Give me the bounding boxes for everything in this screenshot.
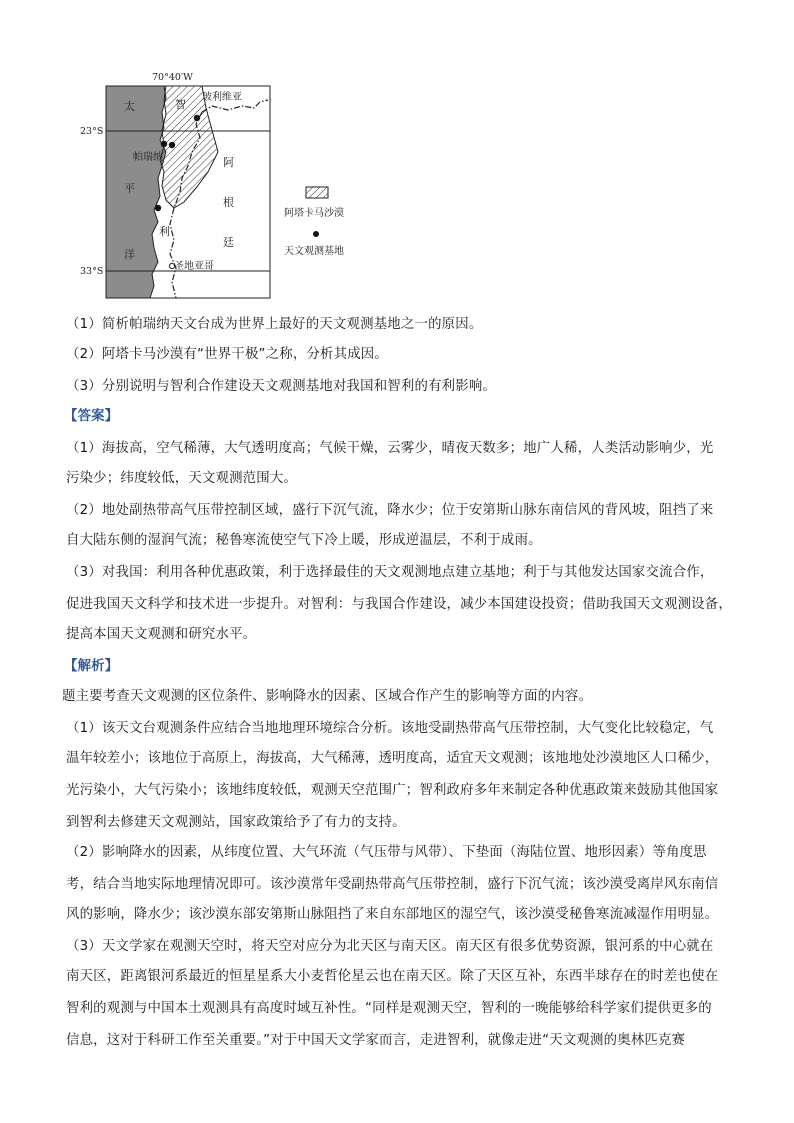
explanation-1-line-4: 到智利去修建天文观测站，国家政策给予了有力的支持。: [66, 815, 406, 830]
chile-label-li: 利: [159, 225, 170, 238]
explanation-1-line-1: （1）该天文台观测条件应结合当地地理环境综合分析。该地受副热带高气压带控制，大气变化比较稳定，气: [66, 721, 714, 736]
explanation-3-line-4: 信息，这对于科研工作至关重要。”对于中国天文学家而言，走进智利，就像走进“天文观测的奥林匹克赛: [66, 1033, 686, 1048]
explanation-3-line-2: 南天区，距离银河系最近的恒星星系大小麦哲伦星云也在南天区。除了天区互补，东西半球存在的时差也使在: [66, 969, 719, 984]
answer-3-line-1: （3）对我国：利用各种优惠政策，利于选择最佳的天文观测地点建立基地；利于与其他发达国家交流合作，: [66, 565, 714, 580]
answer-3-line-3: 提高本国天文观测和研究水平。: [66, 627, 257, 642]
bolivia-label: 玻利维亚: [202, 92, 242, 103]
observatory-dot-3: [169, 142, 175, 148]
question-3: （3）分别说明与智利合作建设天文观测基地对我国和智利的有利影响。: [66, 379, 497, 394]
question-2: （2）阿塔卡马沙漠有“世界干极”之称，分析其成因。: [66, 347, 388, 362]
legend-base-dot: [313, 231, 319, 237]
explanation-2-line-2: 考，结合当地实际地理情况即可。该沙漠常年受副热带高气压带控制，盛行下沉气流；该沙漠受离岸风东南信: [66, 877, 719, 892]
legend-base-label: 天文观测基地: [284, 246, 344, 257]
pacific-label-tai: 太: [124, 100, 135, 113]
answer-2-line-2: 自大陆东侧的湿润气流；秘鲁寒流使空气下冷上暖，形成逆温层，不利于成雨。: [66, 533, 542, 548]
santiago-label: 圣地亚哥: [174, 261, 214, 272]
explanation-2-line-1: （2）影响降水的因素，从纬度位置、大气环流（气压带与风带）、下垫面（海陆位置、地形因素）等角度思: [66, 845, 707, 860]
observatory-dot-1: [194, 115, 200, 121]
legend-desert-swatch: [306, 187, 328, 198]
analysis-intro: 题主要考查天文观测的区位条件、影响降水的因素、区域合作产生的影响等方面的内容。: [62, 689, 593, 704]
observatory-dot-4: [155, 205, 161, 211]
explanation-1-line-3: 光污染小，大气污染小；该地纬度较低，观测天空范围广；智利政府多年来制定各种优惠政策来鼓励其他国家: [66, 783, 719, 798]
map-figure: [78, 68, 378, 308]
argentina-label-a: 阿: [223, 156, 234, 169]
argentina-label-gen: 根: [223, 196, 234, 209]
answer-heading: 【答案】: [64, 409, 119, 424]
legend-desert-label: 阿塔卡马沙漠: [284, 208, 344, 219]
pacific-label-yang: 洋: [124, 248, 135, 261]
pacific-label-ping: 平: [124, 182, 135, 195]
explanation-1-line-2: 温年较差小；该地位于高原上，海拔高，大气稀薄，透明度高，适宜天文观测；该地地处沙漠地区人口稀少，: [66, 751, 719, 766]
answer-1-line-2: 污染少；纬度较低，天文观测范围大。: [66, 471, 298, 486]
observatory-dot-2: [161, 141, 167, 147]
analysis-heading: 【解析】: [64, 659, 119, 674]
latitude-23-label: 23°S: [80, 126, 104, 137]
explanation-3-line-1: （3）天文学家在观测天空时，将天空对应分为北天区与南天区。南天区有很多优势资源，银河系的中心就在: [66, 939, 714, 954]
explanation-3-line-3: 智利的观测与中国本土观测具有高度时域互补性。“同样是观测天空，智利的一晚能够给科学家们提供更多的: [66, 1001, 712, 1016]
chile-label-zhi: 智: [175, 98, 186, 111]
argentina-label-ting: 廷: [223, 236, 234, 249]
answer-2-line-1: （2）地处副热带高气压带控制区域，盛行下沉气流，降水少；位于安第斯山脉东南信风的背风坡，阻挡了来: [66, 503, 714, 518]
paranal-label: 帕瑞纳: [133, 152, 163, 163]
longitude-label: 70°40′W: [152, 72, 193, 83]
answer-3-line-2: 促进我国天文科学和技术进一步提升。对智利：与我国合作建设，减少本国建设投资；借助我国天文观测设备，: [66, 597, 732, 612]
answer-1-line-1: （1）海拔高，空气稀薄，大气透明度高；气候干燥，云雾少，晴夜天数多；地广人稀，人类活动影响少，光: [66, 441, 714, 456]
map-svg: [78, 68, 378, 308]
latitude-33-label: 33°S: [80, 266, 104, 277]
question-1: （1）简析帕瑞纳天文台成为世界上最好的天文观测基地之一的原因。: [66, 317, 483, 332]
explanation-2-line-3: 风的影响，降水少；该沙漠东部安第斯山脉阻挡了来自东部地区的湿空气，该沙漠受秘鲁寒流减湿作用明显。: [66, 907, 719, 922]
